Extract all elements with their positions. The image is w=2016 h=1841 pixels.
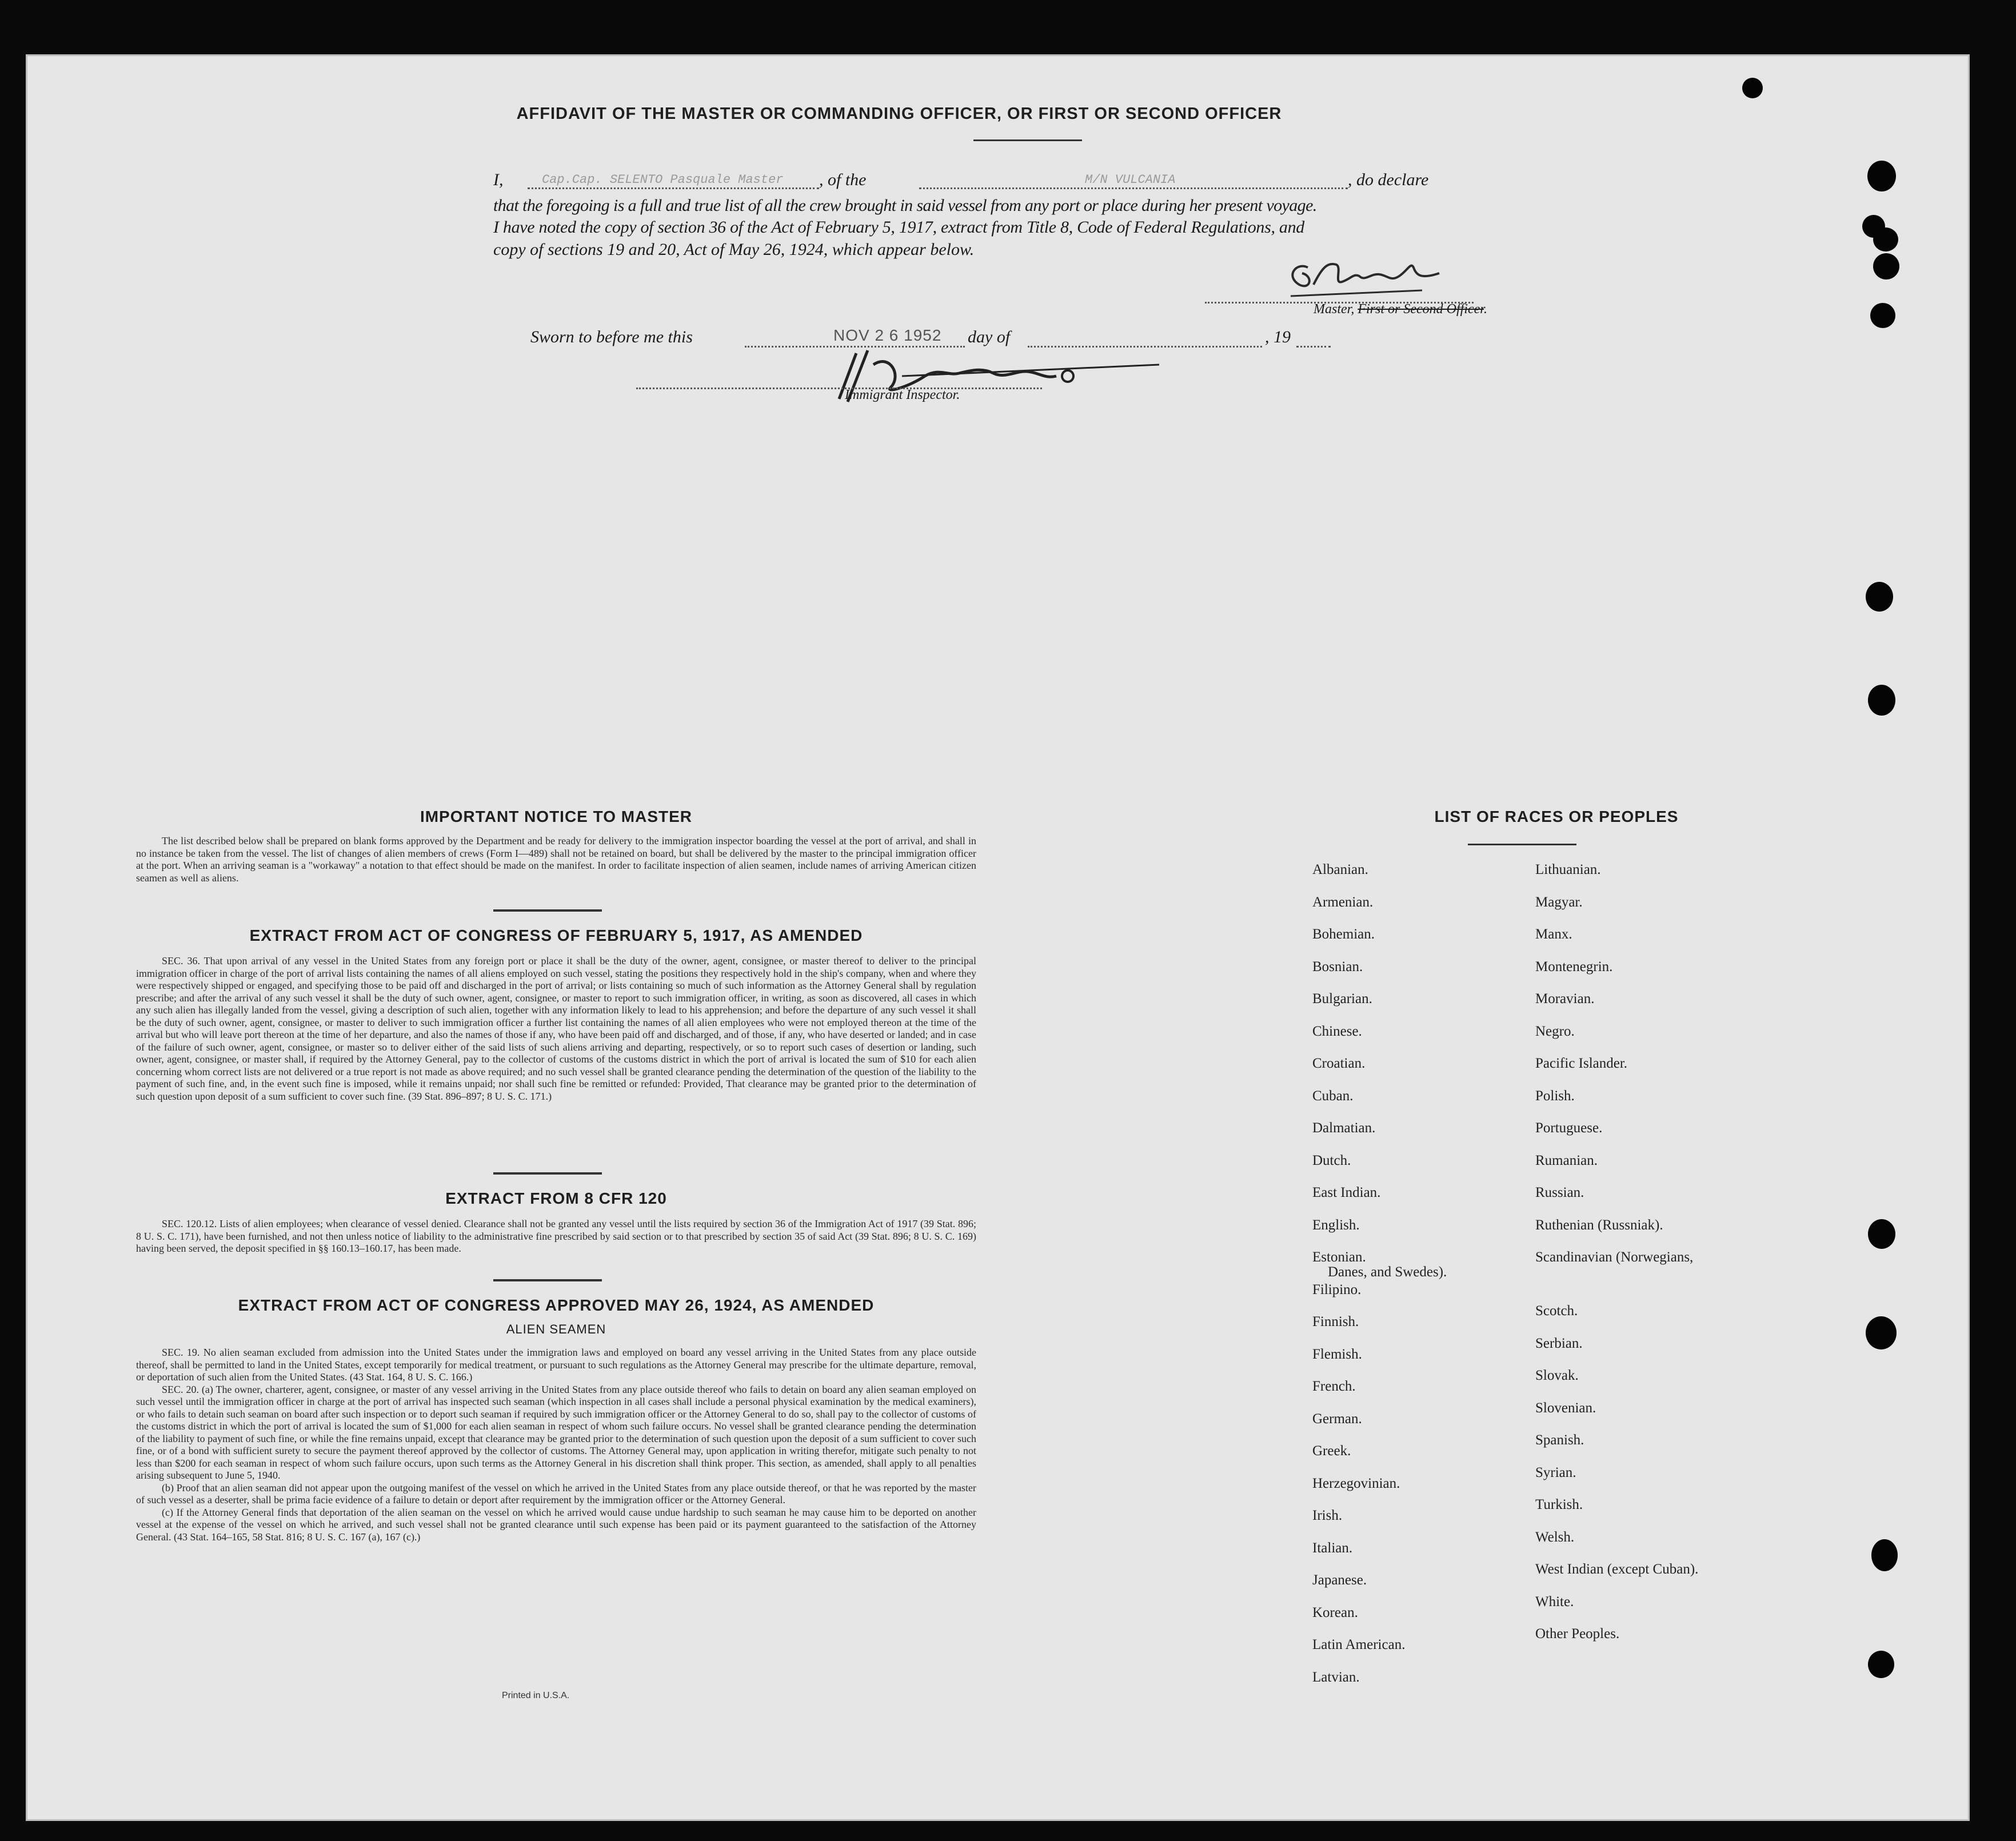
- affidavit-of-the: , of the: [819, 170, 867, 189]
- punch-hole: [1871, 1539, 1898, 1571]
- vessel-name-blank: [919, 187, 1348, 189]
- race-item: Scandinavian (Norwegians,: [1535, 1249, 1694, 1265]
- extract-1924-body: [136, 1347, 976, 1543]
- notice-body: [136, 835, 976, 884]
- race-item: Croatian.: [1312, 1056, 1366, 1071]
- race-item: East Indian.: [1312, 1185, 1381, 1200]
- sec-120-12-paragraph: SEC. 120.12. Lists of alien employees; when clearance of vessel denied. Clearance shall not be granted any vessel until the lists required by section 36 of the Immigration Act of 1917 (39 Stat. 896; 8 U. S. C. 171), have been furnished, and not then unless notice of liability to the administrative fine prescribed by said section or to that prescribed by section 35 of said Act (39 Stat. 896; 8 U. S. C. 169) having been served, the deposit specified in §§ 160.13–160.17, has been made.: [136, 1218, 976, 1254]
- race-item: West Indian (except Cuban).: [1535, 1562, 1699, 1577]
- race-item: Dalmatian.: [1312, 1120, 1376, 1136]
- race-item: Portuguese.: [1535, 1120, 1603, 1136]
- extract-cfr-title: EXTRACT FROM 8 CFR 120: [445, 1189, 667, 1207]
- race-item: Japanese.: [1312, 1572, 1367, 1588]
- sec-36-paragraph: SEC. 36. That upon arrival of any vessel in the United States from any foreign port or place it shall be the duty of the owner, agent, consignee, or master thereof to deliver to the principal immigration officer in charge of the port of arrival lists containing the names of all aliens employed on such vessel, stating the positions they respectively hold in the ship's company, when and where they were respectively shipped or engaged, and specifying those to be paid off and discharged in the port of arrival; or lists containing so much of such information as the Attorney General shall by regulation prescribe; and after the arrival of any such vessel it shall be the duty of such owner, agent, consignee, or master to report to such immigration officer, in writing, as soon as discovered, all cases in which any such alien has illegally landed from the vessel, giving a description of such alien, together with any information likely to lead to his apprehension; and before the departure of any such vessel it shall be the duty of such owner, agent, consignee, or master to deliver to such immigration officer a further list containing the names of all alien employees who were not employed thereon at the time of the arrival but who will leave port thereon at the time of her departure, and also the names of those if any, who have been paid off and discharged, and of those, if any, who have deserted or landed; and in case of the failure of such owner, agent, consignee, or master so to deliver either of the said lists of such aliens arriving and departing, respectively, or so to report such cases of desertion or landing, such owner, agent, consignee, or master shall, if required by the Attorney General, pay to the collector of customs of the customs district in which the port of arrival is located the sum of $10 for each alien concerning whom correct lists are not delivered or a true report is not made as above required; and no such vessel shall be granted clearance pending the determination of the question of the liability to the payment of such fine, and, in the event such fine is imposed, while it remains unpaid; nor shall such fine be remitted or refunded: Provided, That clearance may be granted prior to the determination of such question upon deposit of a sum sufficient to cover such fine. (39 Stat. 896–897; 8 U. S. C. 171.): [136, 955, 976, 1102]
- race-item: Irish.: [1312, 1508, 1343, 1523]
- race-item: Bosnian.: [1312, 959, 1363, 975]
- sec-20c-paragraph: (c) If the Attorney General finds that deportation of the alien seaman on the vessel on which he arrived would cause undue hardship to such seaman he may cause him to be deported on another vessel at the expense of the vessel on which he arrived, and such vessel shall not be granted clearance until such expense has been paid or its payment guaranteed to the satisfaction of the Attorney General. (43 Stat. 164–165, 58 Stat. 816; 8 U. S. C. 167 (a), 167 (c).): [136, 1506, 976, 1543]
- race-item: Welsh.: [1535, 1529, 1575, 1545]
- race-item: Bulgarian.: [1312, 991, 1372, 1007]
- race-item: German.: [1312, 1411, 1362, 1427]
- punch-hole: [1868, 685, 1895, 716]
- sworn-year: , 19: [1265, 328, 1291, 346]
- master-signature-caption: [1314, 302, 1487, 317]
- race-item: Lithuanian.: [1535, 862, 1601, 877]
- affidavit-line3: I have noted the copy of section 36 of the Act of February 5, 1917, extract from Title 8, Code of Federal Regulations, and: [493, 218, 1304, 237]
- race-item: Flemish.: [1312, 1346, 1362, 1362]
- races-title: LIST OF RACES OR PEOPLES: [1434, 808, 1679, 825]
- race-item: Moravian.: [1535, 991, 1595, 1007]
- punch-hole: [1870, 303, 1895, 328]
- races-title-rule: [1468, 844, 1576, 845]
- punch-hole: [1873, 253, 1899, 279]
- extract-cfr-body: [136, 1218, 976, 1255]
- sec-19-paragraph: SEC. 19. No alien seaman excluded from admission into the United States under the immigration laws and employed on board any vessel arriving in the United States from any place outside thereof, shall be permitted to land in the United States, except temporarily for medical treatment, or pursuant to such regulations as the Attorney General may prescribe for the ultimate departure, removal, or deportation of such alien from the United States. (43 Stat. 164, 8 U. S. C. 166.): [136, 1347, 976, 1383]
- race-item: Greek.: [1312, 1443, 1351, 1459]
- race-item: Finnish.: [1312, 1314, 1359, 1329]
- race-item: Filipino.: [1312, 1281, 1362, 1297]
- race-item: White.: [1535, 1594, 1574, 1610]
- race-item: Estonian.: [1312, 1249, 1366, 1265]
- master-signature: [1274, 250, 1462, 308]
- sworn-date-stamp: NOV 2 6 1952: [833, 326, 942, 344]
- sworn-day-of: day of: [968, 328, 1011, 346]
- race-item: Chinese.: [1312, 1023, 1362, 1039]
- race-item: English.: [1312, 1217, 1360, 1233]
- notice-title: IMPORTANT NOTICE TO MASTER: [420, 808, 693, 825]
- punch-hole: [1866, 582, 1893, 612]
- sec-20a-paragraph: SEC. 20. (a) The owner, charterer, agent, consignee, or master of any vessel arriving in the United States from any place outside thereof who fails to detain on board any alien seaman employed on such vessel until the immigration officer in charge at the port of arrival has inspected such seaman (which inspection in all cases shall include a personal physical examination by the medical examiners), or who fails to detain such seaman on board after such inspection or to deport such seaman if required by such immigration officer or the Attorney General to do so, shall pay to the collector of customs of the customs district in which the port of arrival is located the sum of $1,000 for each alien seaman in respect of whom such failure occurs. No vessel shall be granted clearance pending the determination of the liability to payment of such fine, or while the fine remains unpaid, except that clearance may be granted prior to the determination of such question upon the deposit of a sum sufficient to cover such fine, or of a bond with sufficient surety to secure the payment thereof approved by the collector of customs. The Attorney General may, upon application in writing therefor, mitigate such penalty to not less than $200 for each seaman in respect of whom such failure occurs, upon such terms as the Attorney General in his discretion shall think proper. This section, as amended, shall apply to all penalties arising subsequent to June 5, 1940.: [136, 1383, 976, 1481]
- section-rule: [493, 1279, 602, 1281]
- section-rule: [493, 909, 602, 912]
- race-item: Albanian.: [1312, 862, 1368, 877]
- punch-hole: [1873, 227, 1898, 251]
- race-item: Syrian.: [1535, 1464, 1576, 1480]
- inspector-signature-line: [636, 388, 1042, 389]
- race-item: Korean.: [1312, 1604, 1358, 1620]
- race-item: Russian.: [1535, 1185, 1584, 1200]
- master-caption: Master,: [1314, 302, 1355, 317]
- title-rule: [973, 139, 1082, 141]
- race-item: Spanish.: [1535, 1432, 1584, 1448]
- punch-hole: [1742, 78, 1763, 98]
- vessel-name-value: M/N VULCANIA: [1085, 173, 1176, 187]
- race-item: Latvian.: [1312, 1669, 1360, 1685]
- struck-officer-caption: First or Second Officer: [1358, 302, 1484, 317]
- race-item: Cuban.: [1312, 1088, 1354, 1104]
- punch-hole: [1867, 161, 1896, 191]
- race-item: Negro.: [1535, 1023, 1575, 1039]
- sworn-year-blank: [1296, 346, 1331, 348]
- extract-1924-title: EXTRACT FROM ACT OF CONGRESS APPROVED MAY 26, 1924, AS AMENDED: [238, 1296, 875, 1314]
- notice-paragraph: The list described below shall be prepared on blank forms approved by the Department and be ready for delivery to the immigration inspector boarding the vessel at the port of arrival, and shall in no instance be taken from the vessel. The list of changes of alien members of crews (Form I—489) shall not be retained on board, but shall be delivered by the master to the principal immigration officer at the port. When an arriving seaman is a "workaway" a notation to that effect should be made on the manifest. In order to facilitate inspection of alien seamen, include names of arriving American citizen seamen as well as aliens.: [136, 835, 976, 884]
- race-item: Ruthenian (Russniak).: [1535, 1217, 1663, 1233]
- race-item: Dutch.: [1312, 1152, 1351, 1168]
- race-item: Pacific Islander.: [1535, 1056, 1628, 1071]
- sec-20b-paragraph: (b) Proof that an alien seaman did not appear upon the outgoing manifest of the vessel on which he arrived in the United States from any place outside thereof, or that he was reported by the master of such vessel as a deserter, shall be prima facie evidence of a failure to detain or deport after requirement by the immigration officer or the Attorney General.: [136, 1481, 976, 1505]
- inspector-caption: Immigrant Inspector.: [845, 388, 960, 402]
- extract-1917-body: [136, 955, 976, 1103]
- section-rule: [493, 1172, 602, 1175]
- race-item: Montenegrin.: [1535, 959, 1613, 975]
- race-item: Serbian.: [1535, 1335, 1583, 1351]
- caption-period: .: [1483, 302, 1487, 317]
- race-item: Latin American.: [1312, 1637, 1406, 1652]
- race-item: Herzegovinian.: [1312, 1475, 1400, 1491]
- affidavit-line2: that the foregoing is a full and true list of all the crew brought in said vessel from any port or place during her present voyage.: [493, 196, 1317, 215]
- race-item: Slovak.: [1535, 1368, 1579, 1383]
- race-item: Scotch.: [1535, 1303, 1578, 1319]
- race-item: Danes, and Swedes).: [1328, 1264, 1447, 1280]
- race-item: Turkish.: [1535, 1497, 1583, 1512]
- punch-hole: [1868, 1219, 1895, 1249]
- printed-in-usa: Printed in U.S.A.: [502, 1691, 570, 1700]
- affidavit-declare: , do declare: [1348, 170, 1429, 189]
- affidavit-line4: copy of sections 19 and 20, Act of May 26, 1924, which appear below.: [493, 240, 975, 259]
- alien-seamen-subtitle: ALIEN SEAMEN: [506, 1322, 606, 1336]
- extract-1917-title: EXTRACT FROM ACT OF CONGRESS OF FEBRUARY 5, 1917, AS AMENDED: [249, 927, 863, 944]
- race-item: Bohemian.: [1312, 927, 1375, 942]
- race-item: French.: [1312, 1379, 1356, 1394]
- affidavit-line1: [485, 170, 1588, 193]
- race-item: Slovenian.: [1535, 1400, 1596, 1416]
- race-item: Magyar.: [1535, 894, 1583, 910]
- master-name-value: Cap.Cap. SELENTO Pasquale Master: [542, 173, 784, 187]
- race-item: Other Peoples.: [1535, 1626, 1620, 1642]
- race-item: Italian.: [1312, 1540, 1353, 1556]
- document-page: [26, 54, 1970, 1821]
- punch-hole: [1866, 1316, 1897, 1349]
- race-item: Manx.: [1535, 927, 1572, 942]
- master-name-blank: [528, 187, 819, 189]
- punch-hole: [1868, 1651, 1894, 1678]
- affidavit-title: AFFIDAVIT OF THE MASTER OR COMMANDING OFFICER, OR FIRST OR SECOND OFFICER: [516, 105, 1282, 123]
- race-item: Rumanian.: [1535, 1152, 1598, 1168]
- race-item: Armenian.: [1312, 894, 1374, 910]
- sworn-prefix: Sworn to before me this: [530, 328, 693, 346]
- race-item: Polish.: [1535, 1088, 1575, 1104]
- affidavit-i: I,: [493, 170, 504, 189]
